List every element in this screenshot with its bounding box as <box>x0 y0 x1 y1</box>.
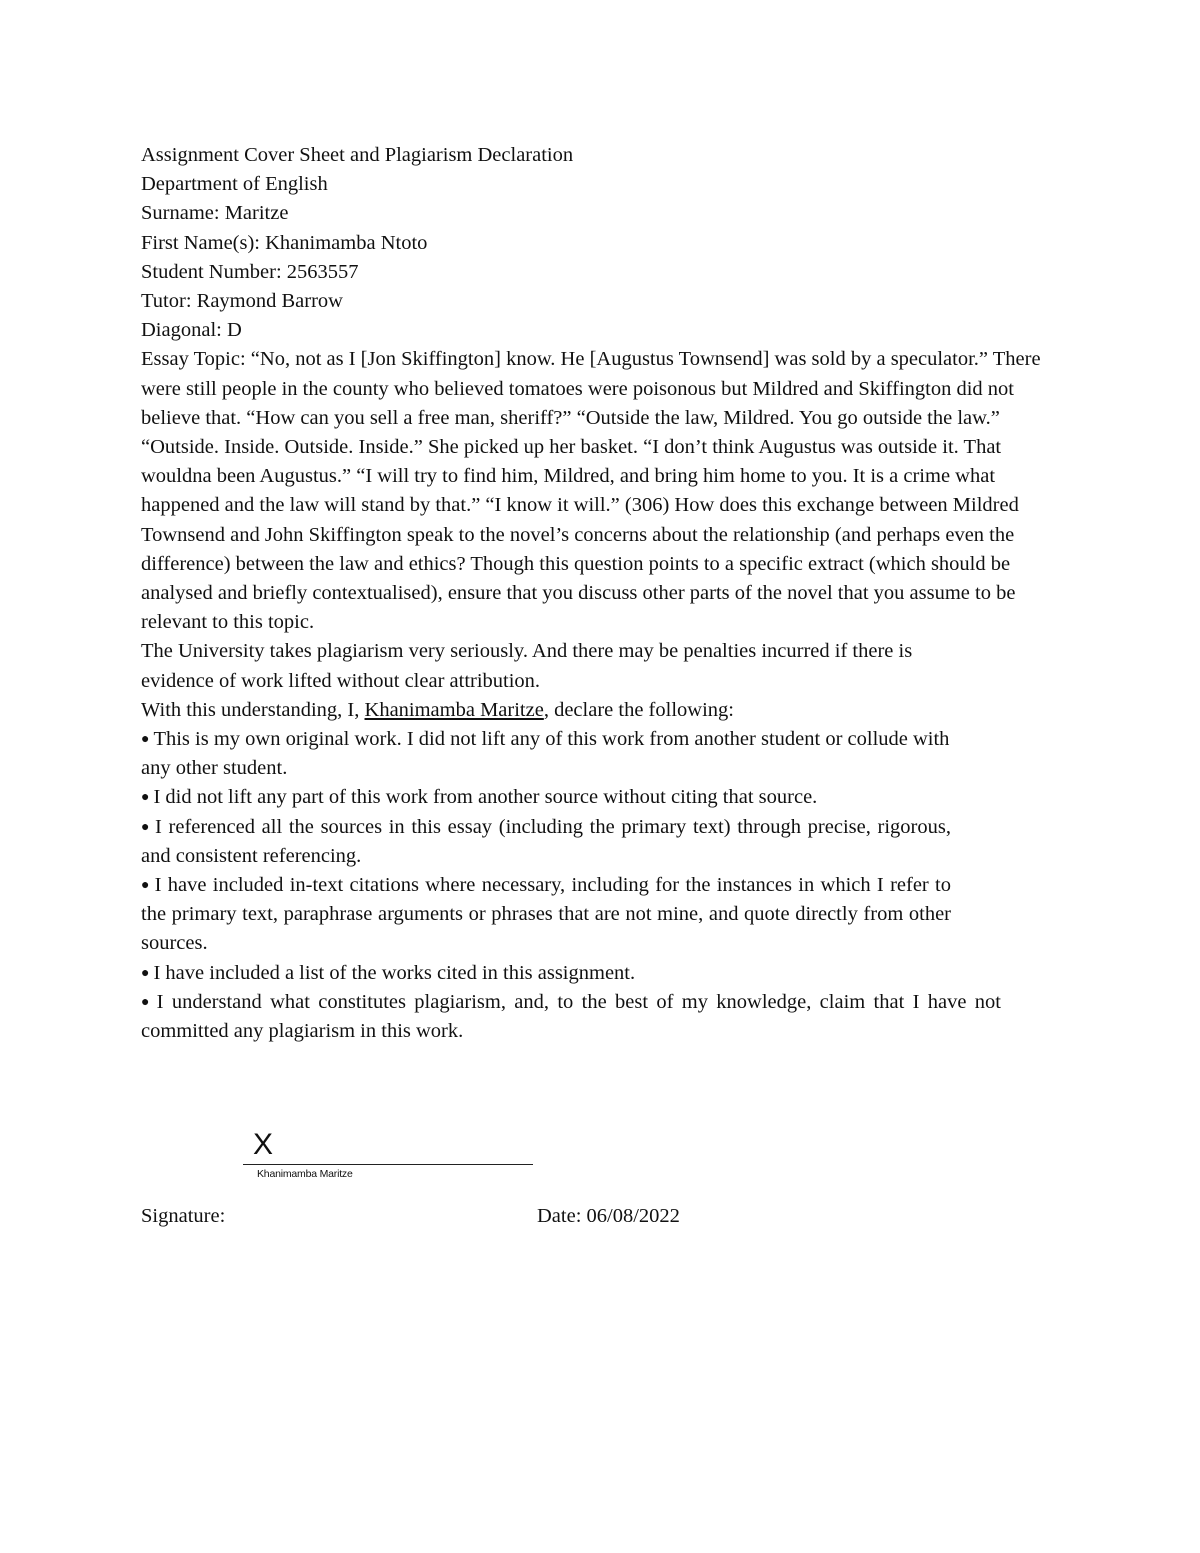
essay-topic-text: “No, not as I [Jon Skiffington] know. He [Augustus Townsend] was sold by a speculator.” There were still people in the county who believed tomatoes were poisonous but Mildred and Skiffington did not believe that. “How can you sell a free man, sheriff?” “Outside the law, Mildred. You go outside the law.” “Outside. Inside. Outside. Inside.” She picked up her basket. “I don’t think Augustus was outside it. That wouldna been Augustus.” “I will try to find him, Mildred, and bring him home to you. It is a crime what happened and the law will stand by that.” “I know it will.” (306) How does this exchange between Mildred Townsend and John Skiffington speak to the novel’s concerns about the relationship (and perhaps even the difference) between the law and ethics? Though this question points to a specific extract (which should be analysed and briefly contextualised), ensure that you discuss other parts of the novel that you assume to be relevant to this topic. <box>141 348 1041 634</box>
date-label: Date: <box>537 1205 582 1227</box>
diagonal-label: Diagonal: <box>141 319 222 342</box>
declaration-intro-suffix: , declare the following: <box>543 698 734 721</box>
first-names-label: First Name(s): <box>141 231 260 254</box>
declarant-name: Khanimamba Maritze <box>364 698 544 721</box>
first-names-value: Khanimamba Ntoto <box>265 231 428 254</box>
bullet-icon: ● <box>141 965 150 981</box>
declaration-item <box>141 988 1001 1046</box>
bullet-icon: ● <box>141 790 150 806</box>
signer-name: Khanimamba Maritze <box>257 1168 353 1180</box>
department: Department of English <box>141 173 328 196</box>
tutor-value: Raymond Barrow <box>196 290 343 313</box>
signature-mark: X <box>253 1128 274 1161</box>
bullet-icon: ● <box>141 878 151 894</box>
signature-box <box>243 1128 533 1188</box>
document-body <box>141 141 1051 1046</box>
declaration-item <box>141 813 951 871</box>
declaration-item <box>141 725 951 783</box>
surname-value: Maritze <box>224 202 289 225</box>
bullet-icon: ● <box>141 732 150 748</box>
declaration-item <box>141 959 1001 988</box>
tutor-row <box>141 287 1051 316</box>
declaration-intro-prefix: With this understanding, I, <box>141 698 360 721</box>
essay-topic <box>141 345 1046 637</box>
essay-topic-label: Essay Topic: <box>141 348 246 371</box>
signature-line <box>243 1164 533 1165</box>
declaration-item-text: I did not lift any part of this work from another source without citing that source. <box>153 786 818 809</box>
document-title: Assignment Cover Sheet and Plagiarism Declaration <box>141 144 574 166</box>
declaration-item <box>141 871 951 959</box>
declaration-item-text: I have included a list of the works cited in this assignment. <box>153 961 636 984</box>
surname-label: Surname: <box>141 202 220 225</box>
signature-label: Signature: <box>141 1205 226 1227</box>
date-row <box>537 1202 680 1231</box>
declaration-item-text: I referenced all the sources in this essay (including the primary text) through precise, rigorous, and consistent referencing. <box>141 815 951 867</box>
first-names-row <box>141 229 1051 258</box>
bullet-icon: ● <box>141 819 152 835</box>
declaration-item-text: I understand what constitutes plagiarism, and, to the best of my knowledge, claim that I have not committed any plagiarism in this work. <box>141 990 1001 1043</box>
declaration-intro <box>141 696 1051 725</box>
student-number-label: Student Number: <box>141 260 282 283</box>
date-value: 06/08/2022 <box>586 1205 680 1227</box>
plagiarism-warning: The University takes plagiarism very seriously. And there may be penalties incurred if there is evidence of work lifted without clear attribution. <box>141 640 913 692</box>
diagonal-value: D <box>226 319 242 342</box>
student-number-row <box>141 258 1051 287</box>
student-number-value: 2563557 <box>286 260 359 283</box>
bullet-icon: ● <box>141 994 153 1010</box>
declaration-item-text: This is my own original work. I did not lift any of this work from another student or collude with any other student. <box>141 728 950 780</box>
diagonal-row <box>141 316 1051 345</box>
surname-row <box>141 199 1051 228</box>
declaration-item-text: I have included in-text citations where necessary, including for the instances in which I refer to the primary text, paraphrase arguments or phrases that are not mine, and quote directly from other sources. <box>141 874 951 955</box>
declaration-item <box>141 783 1001 812</box>
tutor-label: Tutor: <box>141 290 192 313</box>
